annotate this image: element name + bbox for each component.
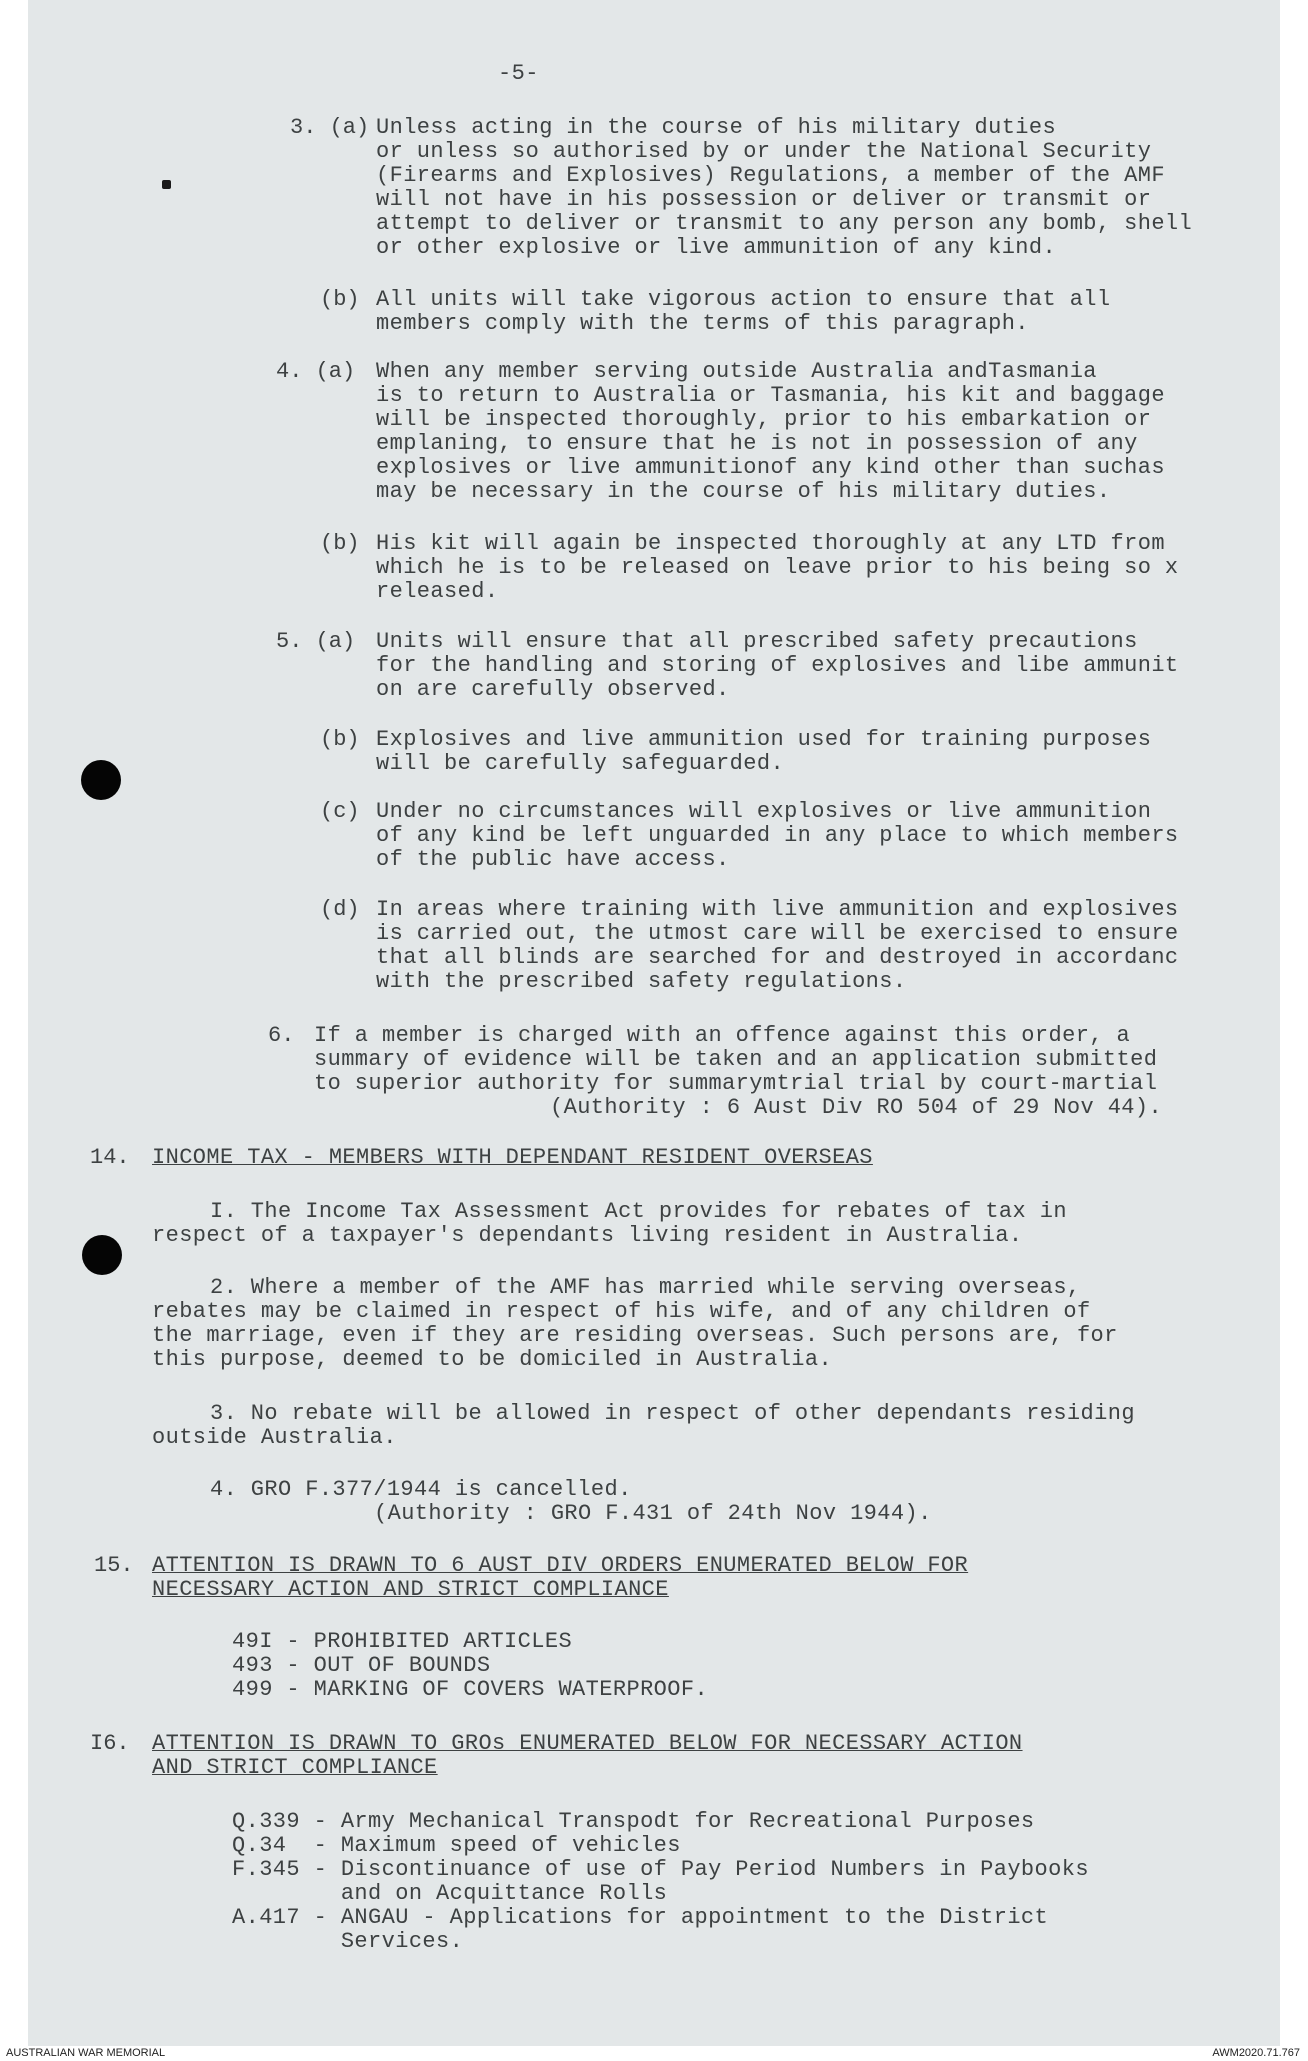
item-heading: AND STRICT COMPLIANCE [152,1755,438,1780]
para-line: with the prescribed safety regulations. [376,969,907,994]
list-item: and on Acquittance Rolls [232,1881,668,1906]
footer-catalogue-id: AWM2020.71.767 [1212,2047,1300,2059]
para-line: that all blinds are searched for and destroyed in accordanc [376,945,1179,970]
item-heading: ATTENTION IS DRAWN TO GROs ENUMERATED BELOW FOR NECESSARY ACTION [152,1731,1023,1756]
para-line: is to return to Australia or Tasmania, his kit and baggage [376,383,1165,408]
item-heading: ATTENTION IS DRAWN TO 6 AUST DIV ORDERS ENUMERATED BELOW FOR [152,1553,969,1578]
item-number: 14. [90,1145,130,1170]
item-number: I6. [90,1731,130,1756]
para-line: is carried out, the utmost care will be exercised to ensure [376,921,1179,946]
para-line: His kit will again be inspected thoroughly at any LTD from [376,531,1165,556]
authority-line: (Authority : 6 Aust Div RO 504 of 29 Nov 44). [550,1095,1163,1120]
punch-hole [81,760,121,800]
para-label: 5. (a) [276,629,356,654]
para-line: explosives or live ammunitionof any kind other than suchas [376,455,1165,480]
para-line: released. [376,579,499,604]
para-line: In areas where training with live ammunition and explosives [376,897,1179,922]
para-line: for the handling and storing of explosives and libe ammunit [376,653,1179,678]
para-line: All units will take vigorous action to ensure that all [376,287,1111,312]
para-line: will be inspected thoroughly, prior to his embarkation or [376,407,1152,432]
para-line: (Firearms and Explosives) Regulations, a member of the AMF [376,163,1165,188]
ink-mark [162,180,171,189]
para-line: If a member is charged with an offence against this order, a [314,1023,1131,1048]
para-label: (d) [320,897,360,922]
document-page [28,0,1280,2046]
para-label: (b) [320,727,360,752]
para-line: Explosives and live ammunition used for training purposes [376,727,1152,752]
para-line: will be carefully safeguarded. [376,751,785,776]
para-label: 4. (a) [276,359,356,384]
list-item: 499 - MARKING OF COVERS WATERPROOF. [232,1677,709,1702]
para-line: or unless so authorised by or under the National Security [376,139,1152,164]
footer-credit: AUSTRALIAN WAR MEMORIAL [6,2047,166,2059]
para-line: rebates may be claimed in respect of his wife, and of any children of [152,1299,1091,1324]
list-item: 493 - OUT OF BOUNDS [232,1653,491,1678]
item-heading: NECESSARY ACTION AND STRICT COMPLIANCE [152,1577,669,1602]
item-heading: INCOME TAX - MEMBERS WITH DEPENDANT RESIDENT OVERSEAS [152,1145,873,1170]
para-line: members comply with the terms of this paragraph. [376,311,1029,336]
page-number: -5- [498,61,539,86]
para-line: attempt to deliver or transmit to any person any bomb, shell [376,211,1193,236]
para-line: of any kind be left unguarded in any place to which members [376,823,1179,848]
para-line: I. The Income Tax Assessment Act provides for rebates of tax in [210,1199,1067,1224]
para-line: summary of evidence will be taken and an application submitted [314,1047,1158,1072]
para-line: of the public have access. [376,847,730,872]
list-item: F.345 - Discontinuance of use of Pay Period Numbers in Paybooks [232,1857,1089,1882]
para-line: may be necessary in the course of his military duties. [376,479,1111,504]
list-item: Services. [232,1929,464,1954]
para-line: 2. Where a member of the AMF has married while serving overseas, [210,1275,1081,1300]
para-line: on are carefully observed. [376,677,730,702]
authority-line: (Authority : GRO F.431 of 24th Nov 1944). [374,1501,932,1526]
para-line: 4. GRO F.377/1944 is cancelled. [210,1477,632,1502]
para-label: (c) [320,799,360,824]
para-line: which he is to be released on leave prior to his being so x [376,555,1179,580]
para-line: Unless acting in the course of his military duties [376,115,1057,140]
para-line: 3. No rebate will be allowed in respect of other dependants residing [210,1401,1135,1426]
para-line: this purpose, deemed to be domiciled in Australia. [152,1347,833,1372]
para-label: 3. (a) [290,115,370,140]
para-line: Under no circumstances will explosives or live ammunition [376,799,1152,824]
punch-hole [82,1235,122,1275]
para-line: or other explosive or live ammunition of any kind. [376,235,1057,260]
list-item: A.417 - ANGAU - Applications for appointment to the District [232,1905,1049,1930]
para-label: 6. [268,1023,295,1048]
list-item: 49I - PROHIBITED ARTICLES [232,1629,573,1654]
para-line: When any member serving outside Australia andTasmania [376,359,1097,384]
para-line: to superior authority for summarymtrial trial by court-martial [314,1071,1158,1096]
para-line: will not have in his possession or deliver or transmit or [376,187,1152,212]
para-line: emplaning, to ensure that he is not in possession of any [376,431,1138,456]
para-label: (b) [320,531,360,556]
para-label: (b) [320,287,360,312]
para-line: outside Australia. [152,1425,397,1450]
item-number: 15. [94,1553,134,1578]
para-line: the marriage, even if they are residing overseas. Such persons are, for [152,1323,1118,1348]
para-line: respect of a taxpayer's dependants living resident in Australia. [152,1223,1023,1248]
list-item: Q.339 - Army Mechanical Transpodt for Recreational Purposes [232,1809,1035,1834]
list-item: Q.34 - Maximum speed of vehicles [232,1833,681,1858]
para-line: Units will ensure that all prescribed safety precautions [376,629,1138,654]
